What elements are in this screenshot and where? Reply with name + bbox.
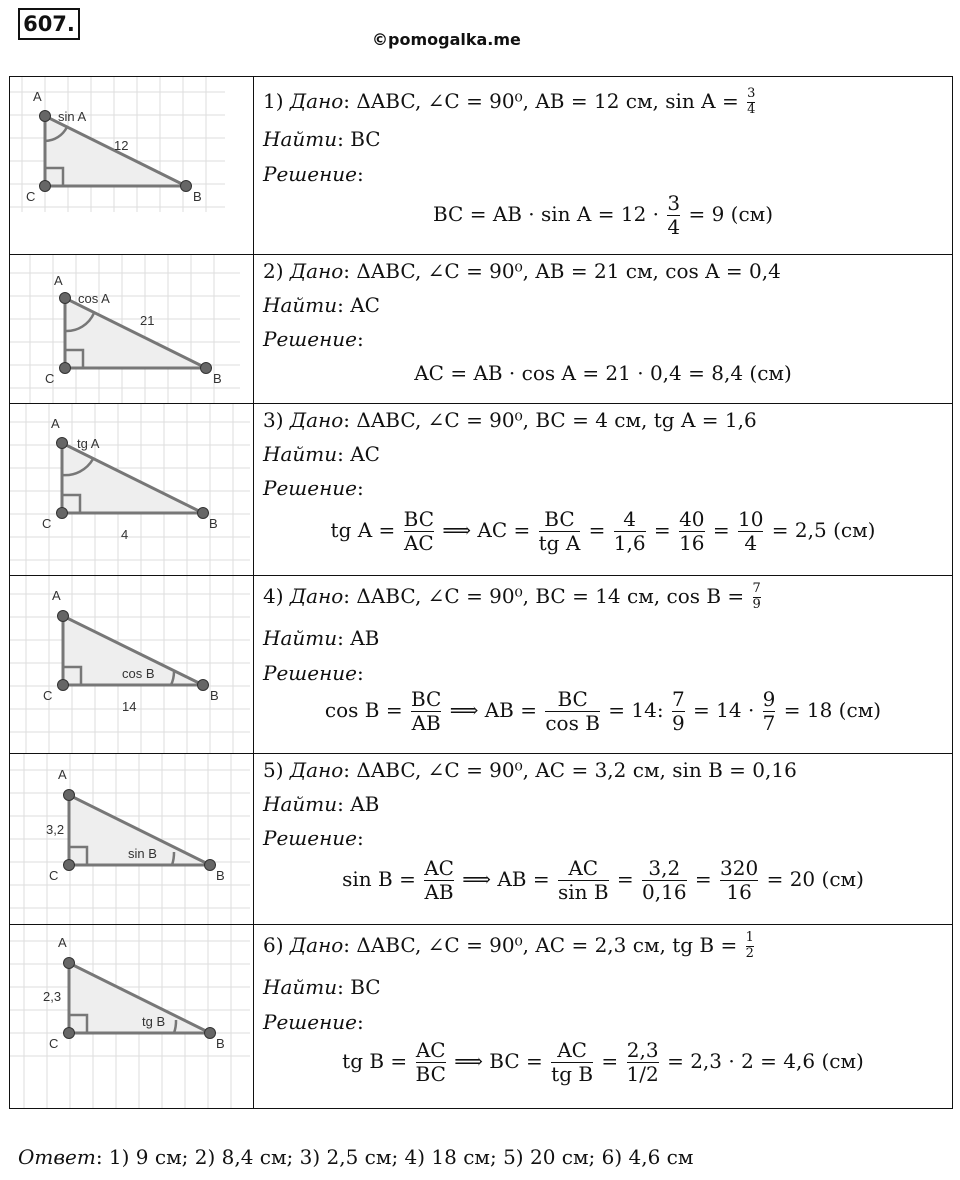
given-line: 6) Дано: ΔABC, ∠C = 90⁰, AC = 2,3 см, tg B = $\frac{1}{2}$ (263, 930, 754, 961)
given-line: 4) Дано: ΔABC, ∠C = 90⁰, BC = 14 см, cos B = $\frac{7}{9}$ (263, 581, 761, 612)
solution-label: Решение: (263, 826, 364, 850)
vertex-label-c: C (49, 1036, 59, 1051)
problem-number: 607. (18, 8, 80, 40)
vertex-label-a: A (51, 416, 60, 431)
solution-formula: tg B = $\frac{AC}{BC}$ ⟹ BC = $\frac{AC}{\text{tg B}}$ = $\frac{2,3}{1/2}$ = 2,3 · 2 = 4,6 (см) (342, 1038, 864, 1086)
table-row (10, 77, 952, 255)
problem-text (254, 576, 952, 753)
given-line: 1) Дано: ΔABC, ∠C = 90⁰, AB = 12 см, sin A = $\frac{3}{4}$ (263, 86, 756, 117)
solution-formula: BC = AB · sin A = 12 · $\frac{3}{4}$ = 9 (см) (432, 191, 774, 239)
find-line: Найти: BC (263, 975, 381, 999)
solution-formula: cos B = $\frac{BC}{AB}$ ⟹ AB = $\frac{BC}{\text{cos B}}$ = 14: $\frac{7}{9}$ = 14 · $\frac{9}{7}$ = 18 (см) (324, 687, 882, 735)
triangle-diagram-5 (10, 754, 253, 924)
side-label: 14 (122, 699, 137, 714)
triangle-figure (10, 576, 254, 753)
angle-label: sin B (128, 846, 157, 861)
problem-text (254, 77, 952, 254)
angle-label: sin A (58, 109, 87, 124)
vertex-label-b: B (213, 371, 222, 386)
triangle-figure (10, 255, 254, 403)
problem-text (254, 404, 952, 575)
triangle-diagram-4 (10, 576, 253, 753)
triangle-diagram-1 (10, 77, 253, 254)
solution-label: Решение: (263, 1010, 364, 1034)
vertex-label-b: B (210, 688, 219, 703)
solution-label: Решение: (263, 162, 364, 186)
problem-text (254, 925, 952, 1108)
solution-formula: AC = AB · cos A = 21 · 0,4 = 8,4 (см) (414, 361, 792, 385)
vertex-label-c: C (43, 688, 53, 703)
side-label: 3,2 (46, 822, 65, 837)
given-line: 3) Дано: ΔABC, ∠C = 90⁰, BC = 4 см, tg A = 1,6 (263, 408, 757, 432)
answer-label: Ответ (18, 1145, 96, 1169)
side-label: 12 (114, 138, 129, 153)
vertex-label-a: A (54, 273, 63, 288)
side-label: 21 (140, 313, 155, 328)
solution-label: Решение: (263, 661, 364, 685)
angle-label: tg A (77, 436, 100, 451)
vertex-label-a: A (58, 767, 67, 782)
answer-line (18, 1145, 693, 1169)
triangle-diagram-3 (10, 404, 253, 575)
find-line: Найти: AB (263, 792, 380, 816)
angle-label: cos B (122, 666, 155, 681)
table-row (10, 404, 952, 576)
copyright-text: ©pomogalka.me (372, 30, 521, 49)
angle-label: tg B (142, 1014, 166, 1029)
table-row (10, 754, 952, 925)
side-label: 4 (121, 527, 129, 542)
triangle-figure (10, 925, 254, 1108)
vertex-label-b: B (216, 1036, 225, 1051)
triangle-figure (10, 754, 254, 924)
vertex-label-a: A (33, 89, 42, 104)
answer-text: : 1) 9 см; 2) 8,4 см; 3) 2,5 см; 4) 18 см; 5) 20 см; 6) 4,6 см (95, 1145, 694, 1169)
find-line: Найти: AC (263, 293, 380, 317)
vertex-label-b: B (193, 189, 202, 204)
problem-text (254, 255, 952, 403)
table-row (10, 255, 952, 404)
vertex-label-c: C (42, 516, 52, 531)
vertex-label-b: B (209, 516, 218, 531)
triangle-figure (10, 404, 254, 575)
solution-label: Решение: (263, 476, 364, 500)
given-line: 5) Дано: ΔABC, ∠C = 90⁰, AC = 3,2 см, sin B = 0,16 (263, 758, 797, 782)
vertex-label-a: A (52, 588, 61, 603)
vertex-label-c: C (49, 868, 59, 883)
solutions-table (9, 76, 953, 1109)
table-row (10, 576, 952, 754)
table-row (10, 925, 952, 1108)
triangle-diagram-6 (10, 925, 253, 1108)
solution-formula: sin B = $\frac{AC}{AB}$ ⟹ AB = $\frac{AC}{\text{sin B}}$ = $\frac{3,2}{0,16}$ = $\frac{320}{16}$ = 20 (см) (342, 856, 864, 904)
find-line: Найти: AC (263, 442, 380, 466)
vertex-label-c: C (26, 189, 36, 204)
problem-text (254, 754, 952, 924)
triangle-figure (10, 77, 254, 254)
triangle-diagram-2 (10, 255, 253, 403)
angle-label: cos A (78, 291, 110, 306)
vertex-label-c: C (45, 371, 55, 386)
solution-label: Решение: (263, 327, 364, 351)
side-label: 2,3 (43, 989, 62, 1004)
vertex-label-b: B (216, 868, 225, 883)
find-line: Найти: BC (263, 127, 381, 151)
solution-formula: tg A = $\frac{BC}{AC}$ ⟹ AC = $\frac{BC}{\text{tg A}}$ = $\frac{4}{1,6}$ = $\frac{40}{16}$ = $\frac{10}{4}$ = 2,5 (см) (330, 507, 876, 555)
find-line: Найти: AB (263, 626, 380, 650)
vertex-label-a: A (58, 935, 67, 950)
given-line: 2) Дано: ΔABC, ∠C = 90⁰, AB = 21 см, cos A = 0,4 (263, 259, 781, 283)
